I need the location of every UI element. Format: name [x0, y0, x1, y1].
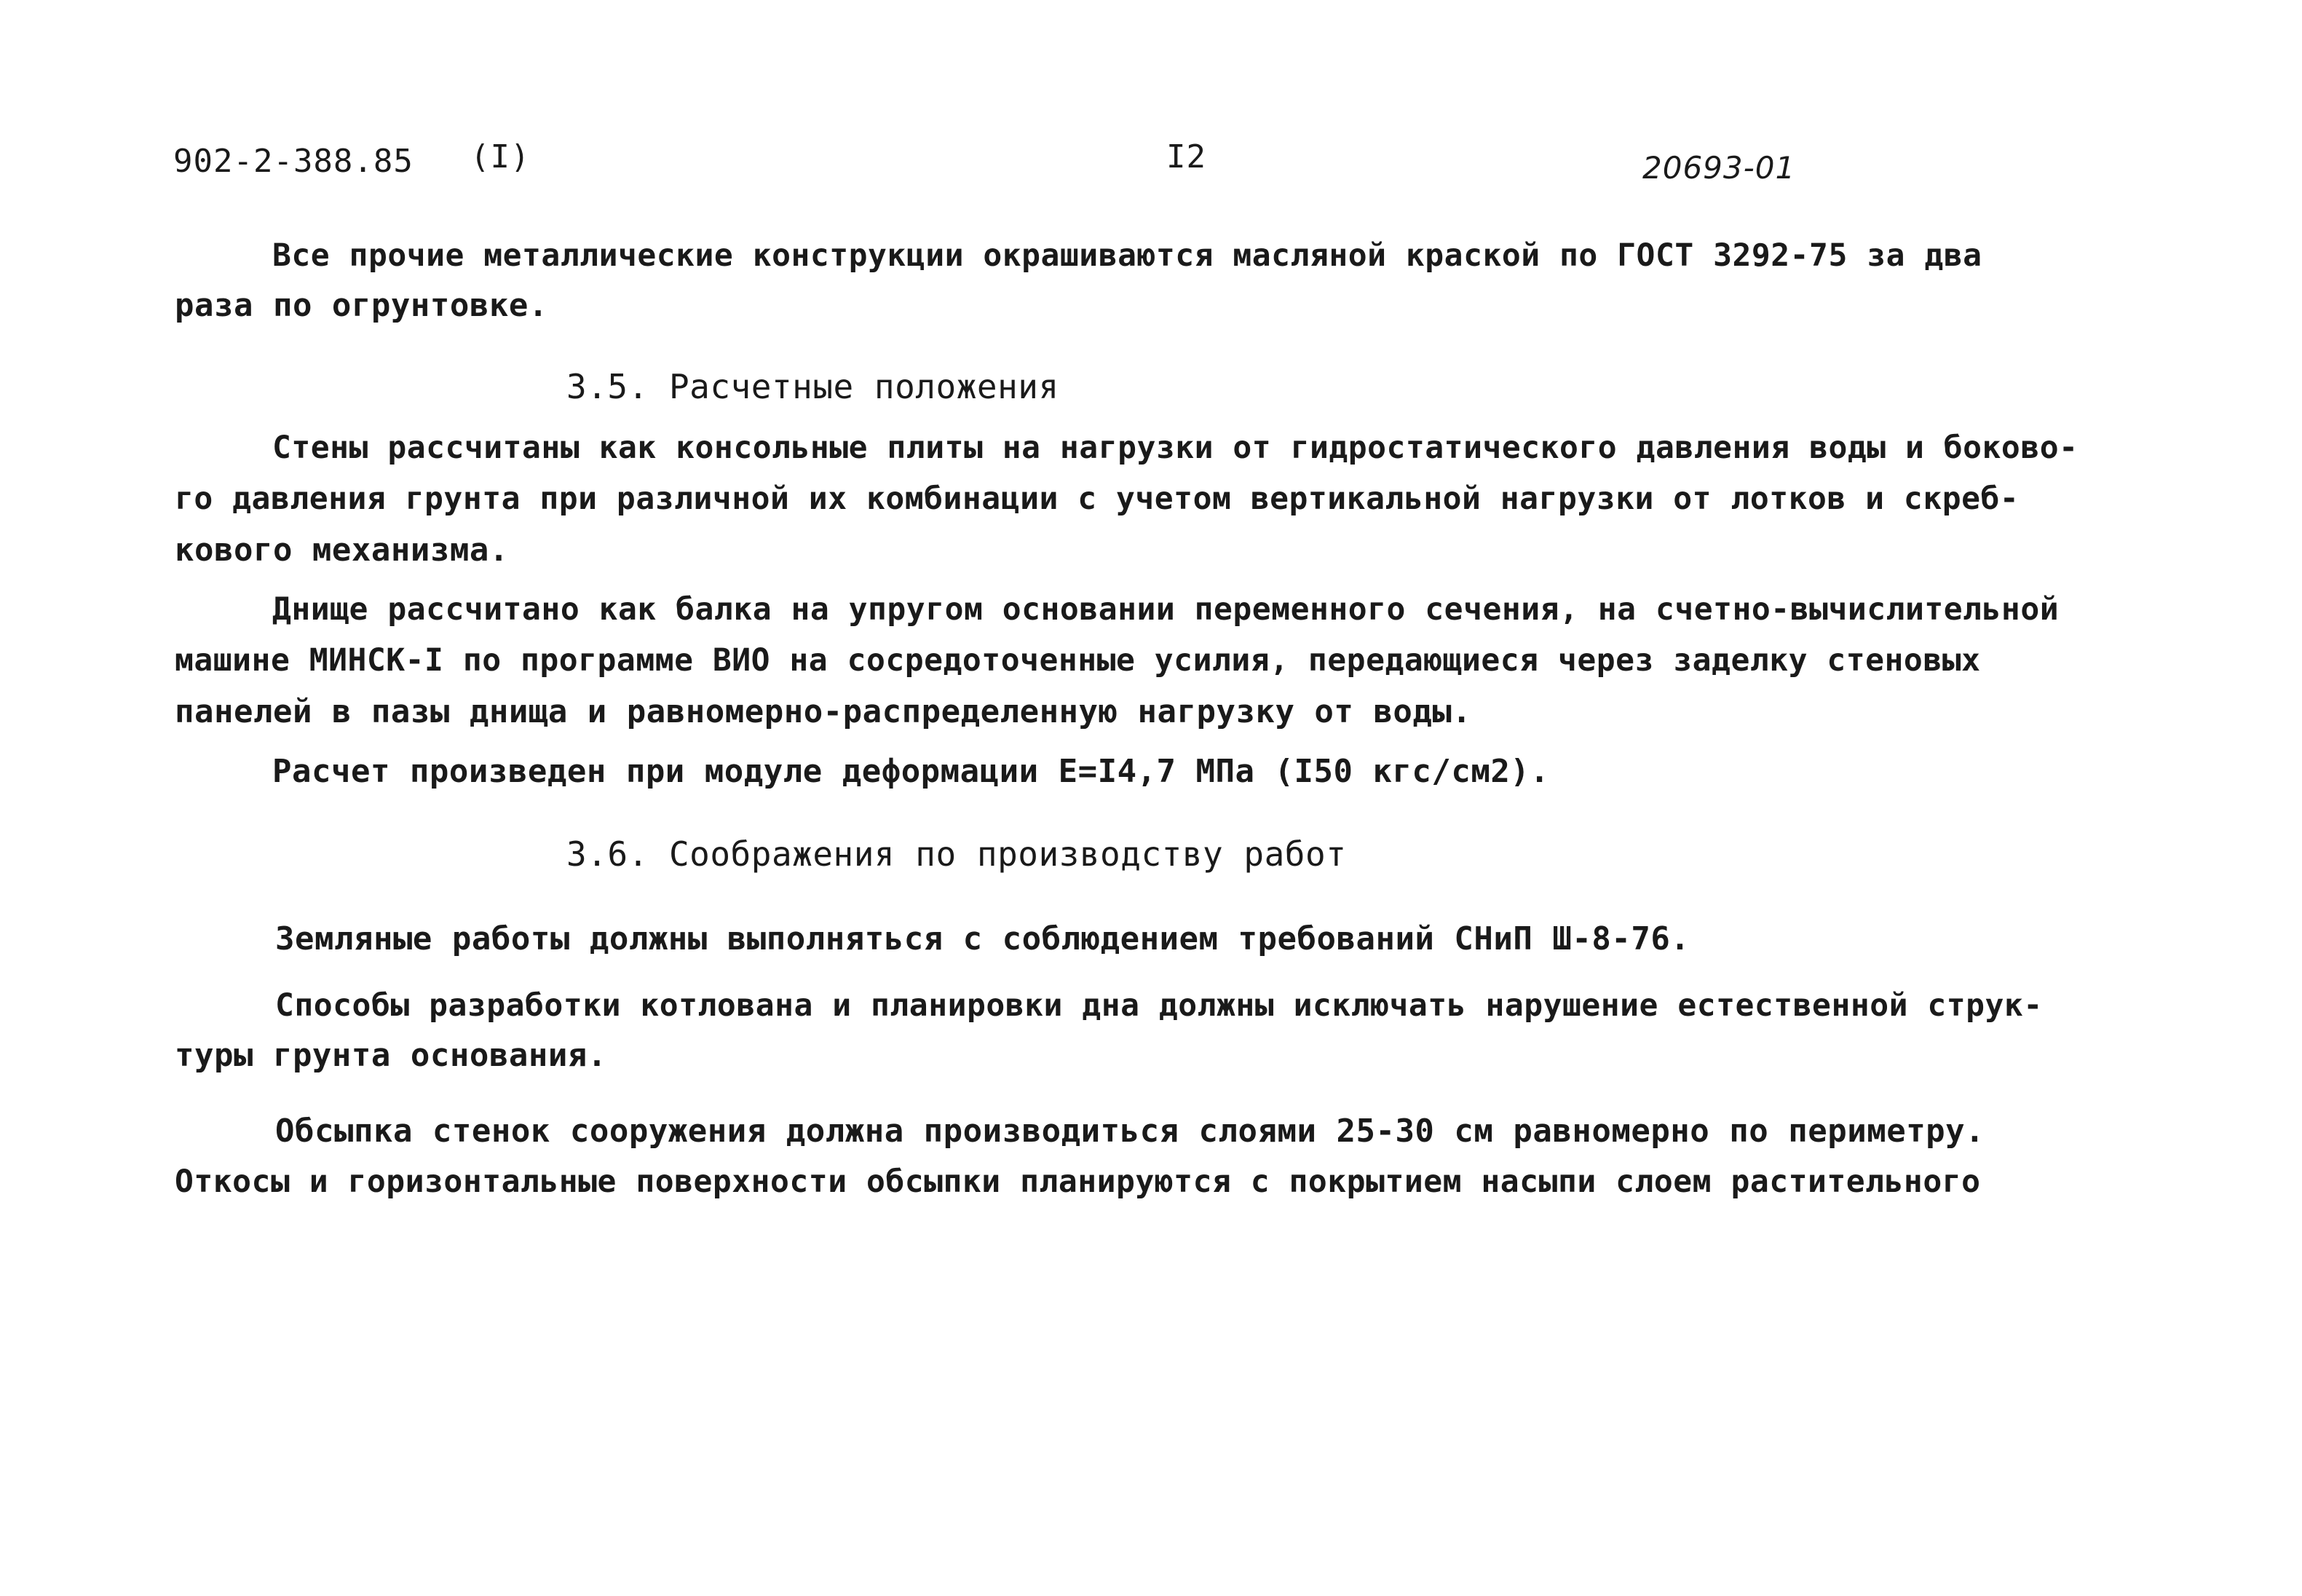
paragraph-line: Все прочие металлические конструкции окрашиваются масляной краской по ГОСТ 3292-75 за два — [272, 237, 1982, 274]
paragraph-line: Обсыпка стенок сооружения должна производиться слоями 25-30 см равномерно по периметру. — [275, 1113, 1985, 1150]
paragraph-line: го давления грунта при различной их комбинации с учетом вертикальной нагрузки от лотков и скреб- — [175, 481, 2020, 517]
paragraph-line: раза по огрунтовке. — [175, 287, 548, 324]
paragraph-line: Земляные работы должны выполняться с соблюдением требований СНиП Ш-8-76. — [275, 920, 1690, 957]
page-number: I2 — [1166, 138, 1206, 175]
paragraph-line: кового механизма. — [175, 532, 509, 569]
paragraph-line: Днище рассчитано как балка на упругом основании переменного сечения, на счетно-вычислительной — [272, 591, 2060, 628]
paragraph-line: Способы разработки котлована и планировки дна должны исключать нарушение естественной струк- — [275, 987, 2043, 1024]
document-code: 902-2-388.85 — [173, 143, 414, 180]
paragraph-line: машине МИНСК-I по программе ВИО на сосредоточенные усилия, передающиеся через заделку стеновых — [175, 642, 1981, 679]
paragraph-line: туры грунта основания. — [175, 1037, 607, 1074]
section-heading: 3.5. Расчетные положения — [566, 367, 1059, 406]
inventory-number: 20693-01 — [1642, 150, 1796, 186]
paragraph-line: Откосы и горизонтальные поверхности обсыпки планируются с покрытием насыпи слоем растительного — [175, 1164, 1981, 1200]
paragraph-line: панелей в пазы днища и равномерно-распределенную нагрузку от воды. — [175, 693, 1472, 730]
sheet-marker: (I) — [470, 138, 531, 175]
paragraph-line: Расчет произведен при модуле деформации Е=I4,7 МПа (I50 кгс/см2). — [272, 753, 1550, 790]
section-heading: 3.6. Соображения по производству работ — [566, 834, 1347, 874]
paragraph-line: Стены рассчитаны как консольные плиты на нагрузки от гидростатического давления воды и боково- — [272, 430, 2078, 466]
